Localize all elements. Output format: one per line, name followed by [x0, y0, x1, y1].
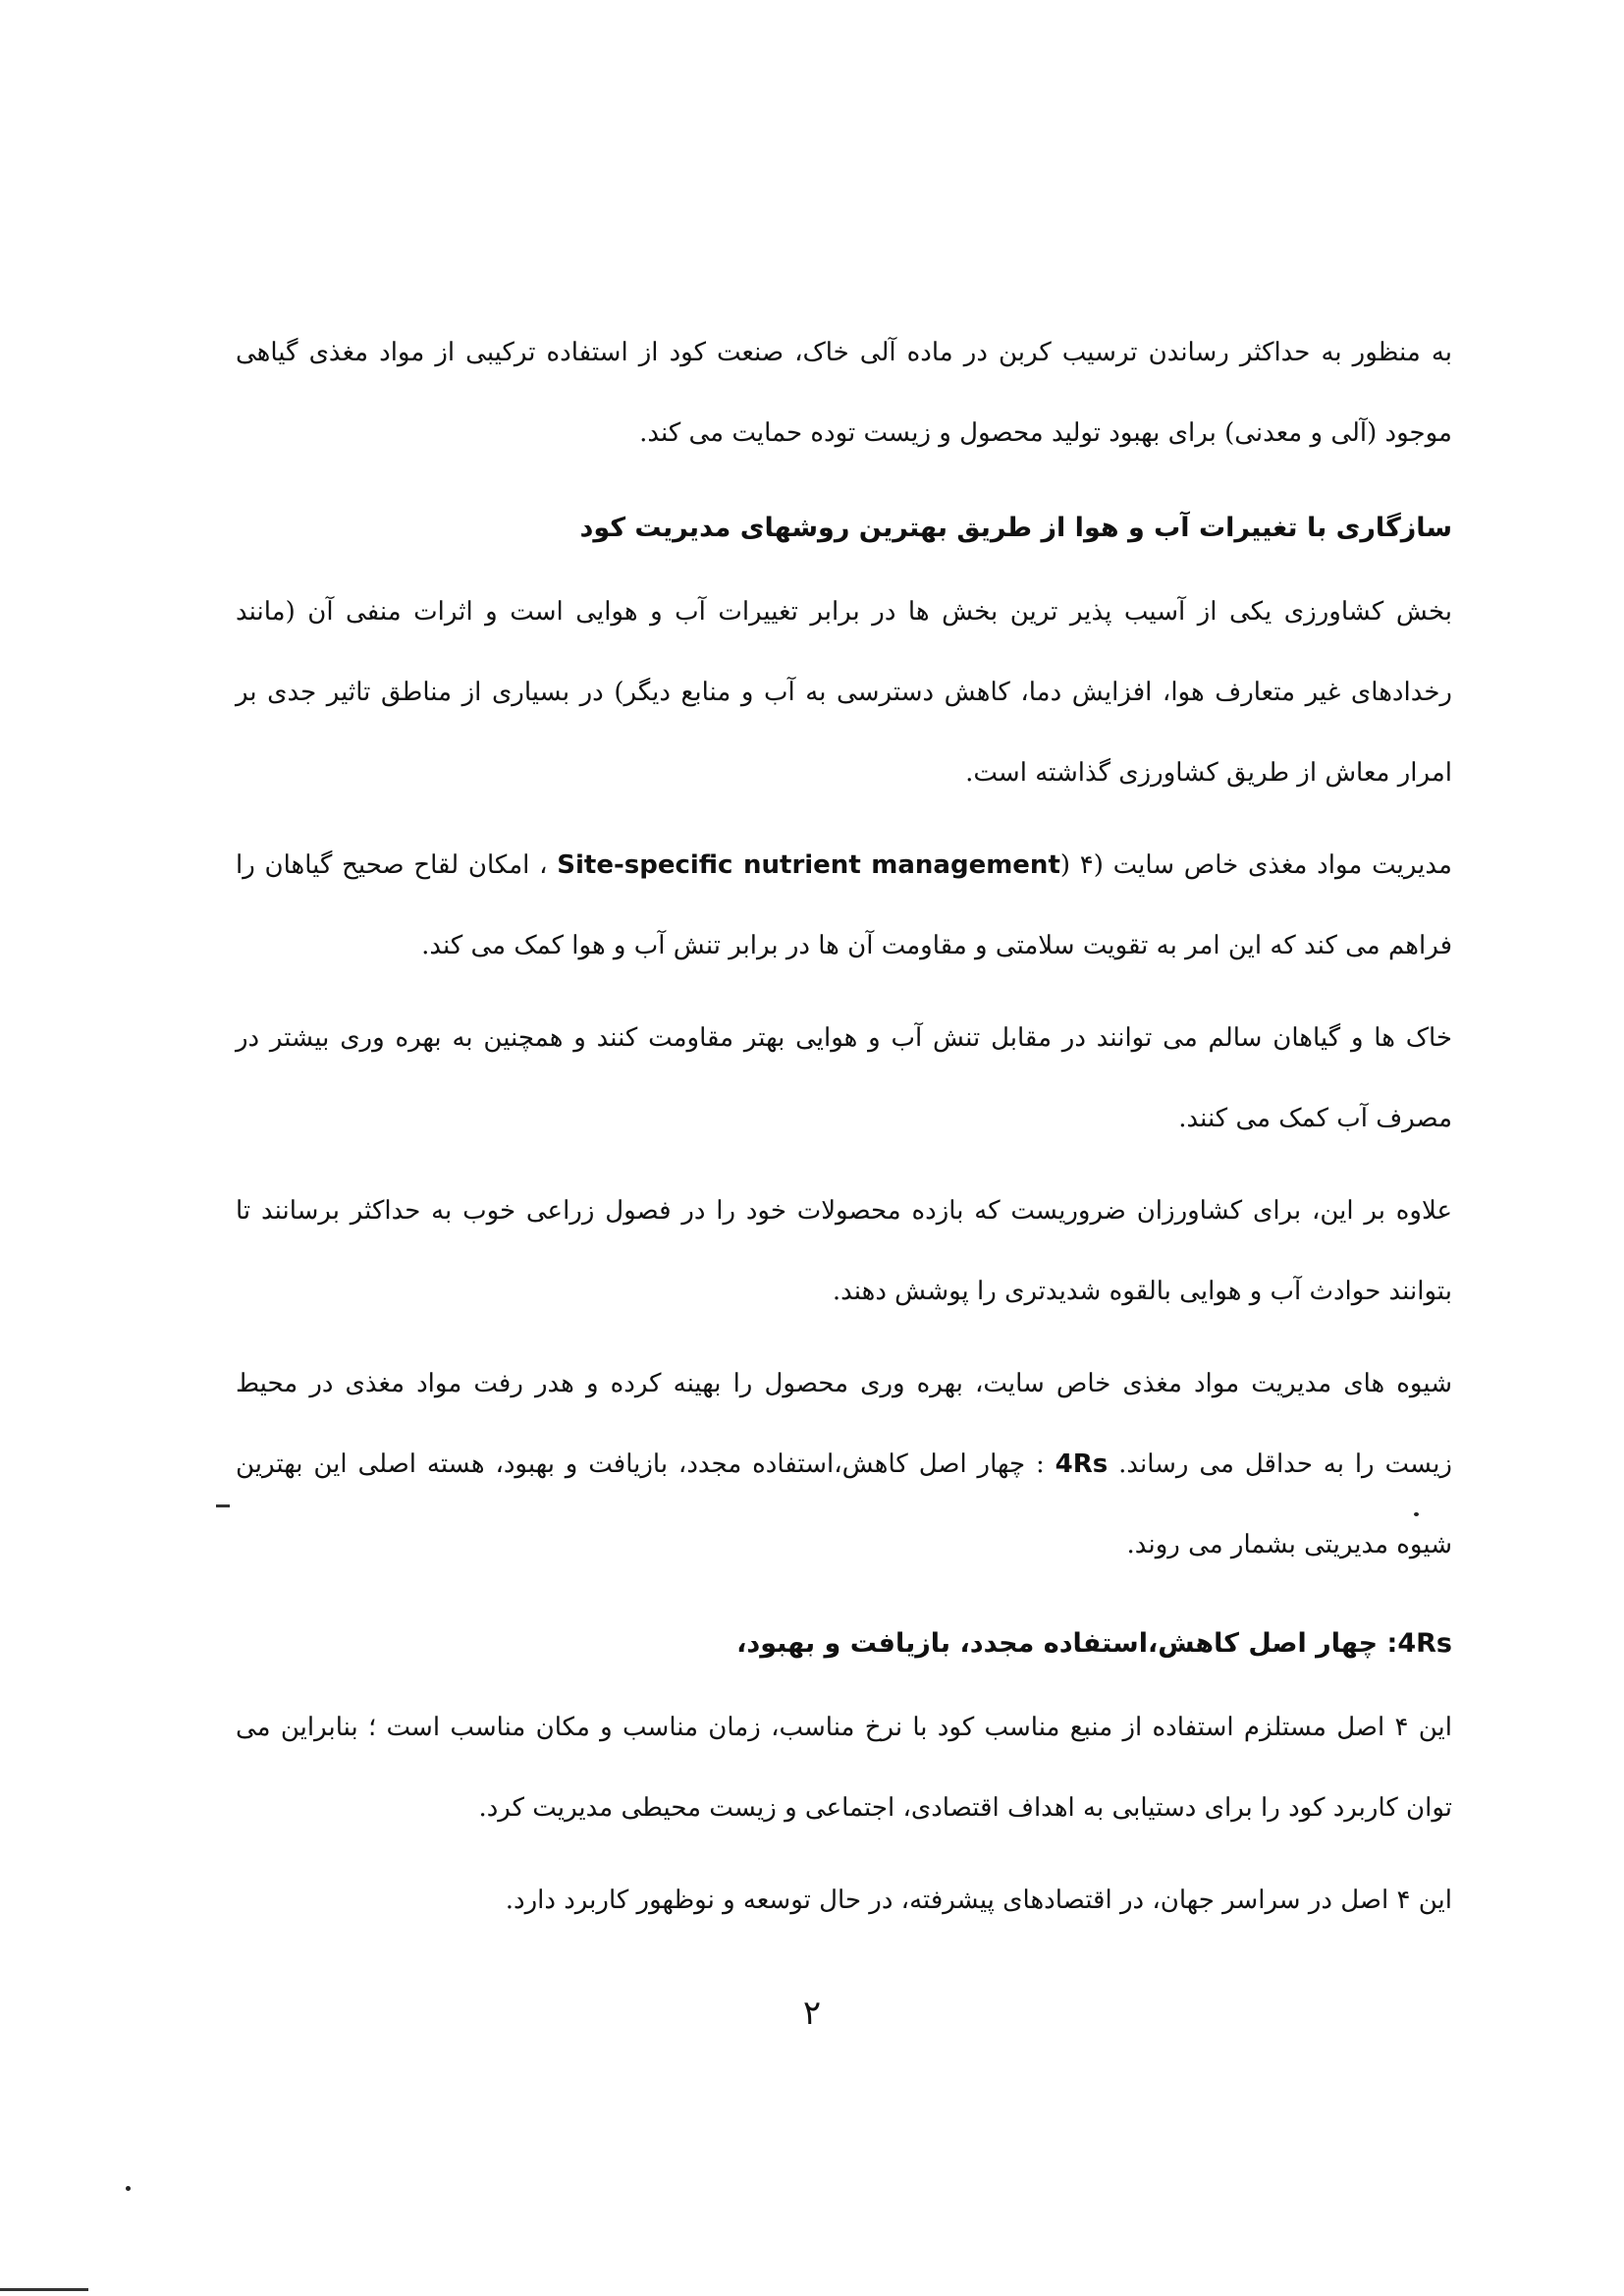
english-term-4rs: 4Rs [1055, 1449, 1109, 1479]
scan-speck [1414, 1512, 1419, 1516]
english-term-site-specific: Site-specific nutrient management [557, 850, 1060, 880]
paragraph-nutrient-prefix: شیوه های مدیریت مواد مغذی خاص سایت، بهره وری محصول را بهینه کرده و هدر رفت مواد مغذی در محیط زیست را به حداقل می رساند. [236, 1369, 1452, 1479]
paragraph-site-specific-management [236, 825, 1452, 986]
paragraph-nutrient-suffix: : چهار اصل کاهش،استفاده مجدد، بازیافت و بهبود، هسته اصلی این بهترین شیوه مدیریتی بشمار می روند. [236, 1449, 1452, 1559]
paragraph-site-specific-suffix: ) ۴ ، امکان لقاح صحیح گیاهان را فراهم می کند که این امر به تقویت سلامتی و مقاومت آن ها در برابر تنش آب و هوا کمک می کند. [236, 850, 1452, 960]
paragraph-farmers-yield: علاوه بر این، برای کشاورزان ضروریست که بازده محصولات خود را در فصول زراعی خوب به حداکثر برسانند تا بتوانند حوادث آب و هوایی بالقوه شدیدتری را پوشش دهند. [236, 1196, 1452, 1306]
heading-4rs-term: 4Rs [1397, 1628, 1452, 1659]
section-heading-4rs [236, 1614, 1452, 1673]
section-heading-climate-adaptation: سازگاری با تغییرات آب و هوا از طریق بهترین روشهای مدیریت کود [579, 513, 1452, 543]
scan-edge-mark [0, 2288, 88, 2291]
paragraph-agriculture-vulnerability: بخش کشاورزی یکی از آسیب پذیر ترین بخش ها در برابر تغییرات آب و هوایی است و اثرات منفی آن (مانند رخدادهای غیر متعارف هوا، افزایش دما، کاهش دسترسی به آب و منابع دیگر) در بسیاری از مناطق تاثیر جدی بر امرار معاش از طریق کشاورزی گذاشته است. [236, 597, 1452, 788]
heading-4rs-text: : چهار اصل کاهش،استفاده مجدد، بازیافت و بهبود، [736, 1628, 1398, 1659]
scan-edge-mark [216, 1504, 230, 1507]
paragraph-site-specific-prefix: مدیریت مواد مغذی خاص سایت ( [1093, 850, 1452, 880]
paragraph-healthy-soils: خاک ها و گیاهان سالم می توانند در مقابل تنش آب و هوایی بهتر مقاومت کنند و همچنین به بهره وری بیشتر در مصرف آب کمک می کنند. [236, 1023, 1452, 1133]
scan-speck [126, 2186, 131, 2191]
document-body [236, 312, 1452, 1941]
intro-paragraph: به منظور به حداکثر رساندن ترسیب کربن در ماده آلی خاک، صنعت کود از استفاده ترکیبی از مواد مغذی گیاهی موجود (آلی و معدنی) برای بهبود تولید محصول و زیست توده حمایت می کند. [236, 338, 1452, 448]
paragraph-four-principles: این ۴ اصل مستلزم استفاده از منبع مناسب کود با نرخ مناسب، زمان مناسب و مکان مناسب است ؛ بنابراین می توان کاربرد کود را برای دستیابی به اهداف اقتصادی، اجتماعی و زیست محیطی مدیریت کرد. [236, 1713, 1452, 1823]
page-number: ۲ [802, 1994, 822, 2033]
paragraph-nutrient-practices [236, 1343, 1452, 1585]
paragraph-global-application: این ۴ اصل در سراسر جهان، در اقتصادهای پیشرفته، در حال توسعه و نوظهور کاربرد دارد. [505, 1886, 1452, 1915]
